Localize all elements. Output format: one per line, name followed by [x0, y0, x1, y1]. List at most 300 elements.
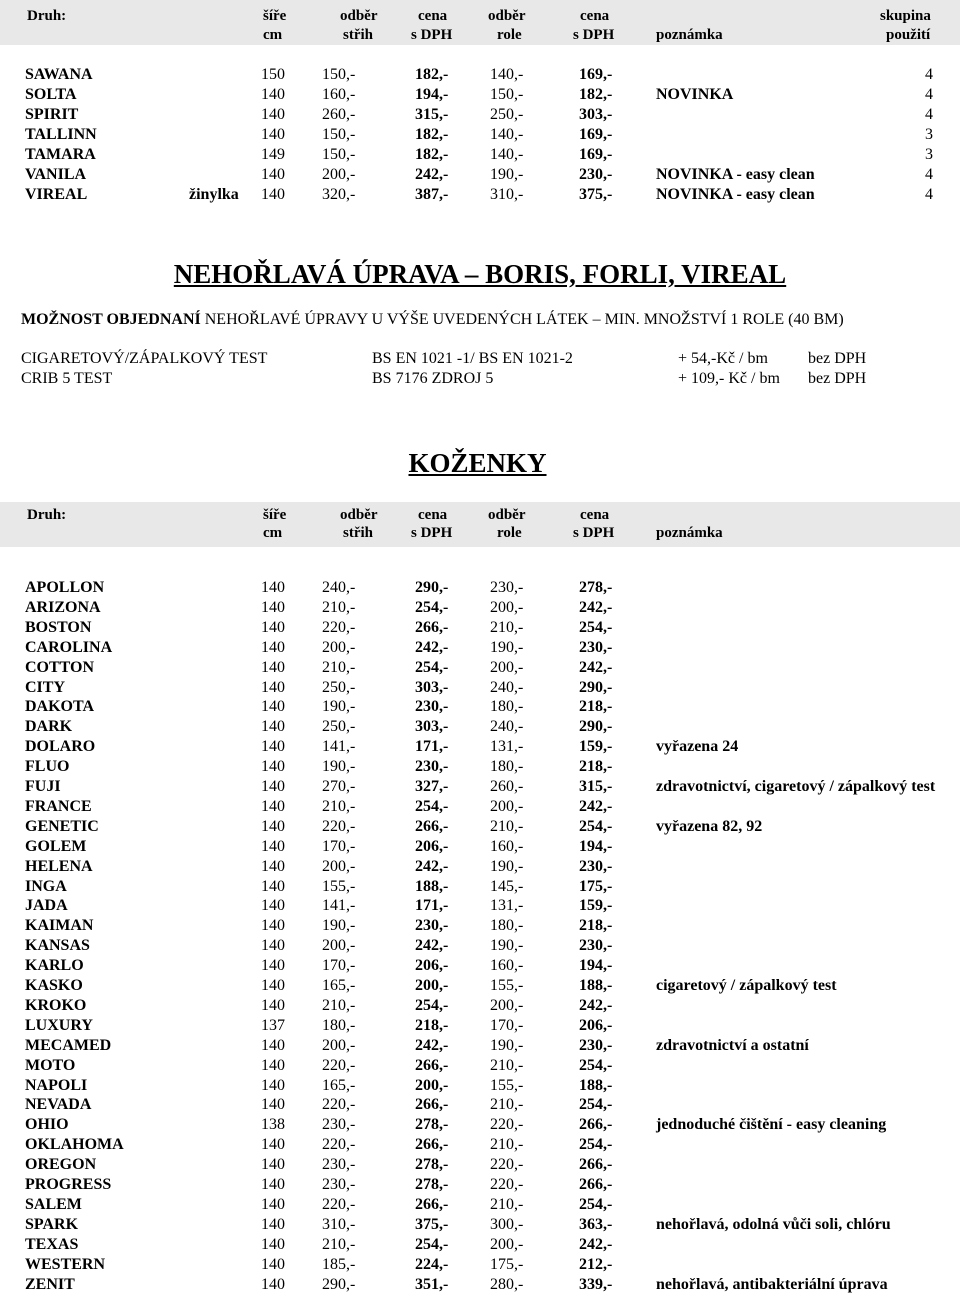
fabric-name: COTTON: [25, 658, 95, 676]
roll-price-vat: 169,-: [579, 146, 613, 163]
cut-price-vat: 224,-: [415, 1255, 449, 1273]
roll-price-net: 210,-: [490, 618, 524, 636]
width: 140: [261, 977, 285, 994]
width: 140: [261, 1156, 285, 1174]
roll-price-vat: 375,-: [579, 186, 613, 203]
header-background: [0, 502, 960, 547]
fabric-name: APOLLON: [25, 579, 105, 596]
width: 140: [261, 106, 285, 123]
col-odber-role: odběr: [488, 8, 526, 24]
cut-price-net: 150,-: [322, 146, 356, 163]
fabric-name: TAMARA: [25, 146, 96, 163]
test-name: CIGARETOVÝ/ZÁPALKOVÝ TEST: [21, 350, 268, 367]
cut-price-net: 165,-: [322, 1076, 356, 1094]
fabric-name: KAIMAN: [25, 917, 94, 935]
fabric-name: SPIRIT: [25, 106, 79, 123]
roll-price-net: 240,-: [490, 718, 524, 736]
width: 140: [261, 877, 285, 895]
cut-price-vat: 303,-: [415, 678, 449, 696]
roll-price-net: 140,-: [490, 126, 524, 143]
cut-price-net: 190,-: [322, 917, 356, 935]
cut-price-vat: 171,-: [415, 738, 449, 756]
fabric-name: OKLAHOMA: [25, 1136, 124, 1154]
roll-price-vat: 290,-: [579, 718, 613, 736]
fabric-name: NAPOLI: [25, 1076, 88, 1094]
cut-price-net: 210,-: [322, 598, 356, 616]
roll-price-net: 170,-: [490, 1016, 524, 1034]
col-skupina-sub: použití: [886, 27, 931, 43]
fabric-name: SOLTA: [25, 86, 77, 103]
note: NOVINKA - easy clean: [656, 186, 815, 203]
cut-price-vat: 182,-: [415, 126, 449, 143]
roll-price-net: 190,-: [490, 937, 524, 955]
roll-price-net: 280,-: [490, 1275, 524, 1293]
fabric-name: GENETIC: [25, 817, 99, 835]
cut-price-net: 240,-: [322, 579, 356, 596]
roll-price-vat: 230,-: [579, 638, 613, 656]
fabric-name: DAKOTA: [25, 698, 95, 716]
roll-price-vat: 230,-: [579, 857, 613, 875]
roll-price-net: 210,-: [490, 1136, 524, 1154]
note: jednoduché čištění - easy cleaning: [656, 1116, 887, 1134]
width: 140: [261, 718, 285, 736]
table-row: [0, 916, 960, 936]
roll-price-vat: 188,-: [579, 977, 613, 994]
width: 140: [261, 1215, 285, 1233]
roll-price-net: 310,-: [490, 186, 524, 203]
fabric-name: DARK: [25, 718, 73, 736]
roll-price-vat: 290,-: [579, 678, 613, 696]
table-row: [0, 996, 960, 1016]
col-skupina: skupina: [880, 8, 931, 24]
table-row: [0, 697, 960, 717]
table-row: [0, 717, 960, 737]
cut-price-vat: 171,-: [415, 897, 449, 915]
width: 140: [261, 778, 285, 795]
table-row: [0, 1275, 960, 1295]
roll-price-net: 220,-: [490, 1116, 524, 1134]
roll-price-net: 180,-: [490, 698, 524, 716]
roll-price-net: 160,-: [490, 837, 524, 855]
roll-price-net: 145,-: [490, 877, 524, 895]
cut-price-vat: 230,-: [415, 698, 449, 716]
col-sire-unit: cm: [263, 27, 283, 43]
width: 140: [261, 996, 285, 1014]
note: vyřazena 82, 92: [656, 817, 763, 835]
roll-price-vat: 218,-: [579, 758, 613, 776]
table-row: [0, 598, 960, 618]
cut-price-vat: 254,-: [415, 658, 449, 676]
table-row: [0, 777, 960, 797]
col-odber-strih: odběr: [340, 8, 378, 24]
width: 140: [261, 658, 285, 676]
width: 137: [261, 1016, 285, 1034]
roll-price-vat: 188,-: [579, 1076, 613, 1094]
roll-price-vat: 266,-: [579, 1116, 613, 1134]
cut-price-vat: 242,-: [415, 1036, 449, 1054]
roll-price-net: 190,-: [490, 638, 524, 656]
table-row: [0, 1056, 960, 1076]
table-row: [0, 145, 960, 165]
cut-price-vat: 194,-: [415, 86, 449, 103]
table-row: [0, 1235, 960, 1255]
roll-price-vat: 315,-: [579, 778, 613, 795]
table-row: [0, 1135, 960, 1155]
roll-price-vat: 363,-: [579, 1215, 613, 1233]
roll-price-net: 180,-: [490, 917, 524, 935]
cut-price-vat: 278,-: [415, 1116, 449, 1134]
cut-price-vat: 242,-: [415, 638, 449, 656]
width: 140: [261, 1076, 285, 1094]
col-cena-role-sub: s DPH: [573, 27, 615, 43]
col-druh: Druh:: [27, 8, 67, 24]
roll-price-vat: 242,-: [579, 1235, 613, 1253]
cut-price-vat: 242,-: [415, 166, 449, 183]
usage-group: 4: [925, 66, 933, 83]
width: 140: [261, 1096, 285, 1114]
roll-price-vat: 194,-: [579, 837, 613, 855]
roll-price-vat: 242,-: [579, 996, 613, 1014]
table-row: [0, 797, 960, 817]
table-row: [0, 896, 960, 916]
width: 140: [261, 1255, 285, 1273]
usage-group: 4: [925, 166, 933, 183]
note: vyřazena 24: [656, 738, 739, 756]
cut-price-net: 210,-: [322, 996, 356, 1014]
table-row: [0, 936, 960, 956]
roll-price-net: 220,-: [490, 1156, 524, 1174]
cut-price-net: 220,-: [322, 1096, 356, 1114]
width: 140: [261, 1195, 285, 1213]
width: 140: [261, 937, 285, 955]
table-row: [0, 1155, 960, 1175]
cut-price-net: 170,-: [322, 957, 356, 975]
fabric-name: JADA: [25, 897, 68, 915]
col-cena-role: cena: [580, 8, 610, 24]
fabric-name: HELENA: [25, 857, 93, 875]
fabric-name: LUXURY: [25, 1016, 93, 1034]
cut-price-vat: 242,-: [415, 857, 449, 875]
roll-price-net: 210,-: [490, 817, 524, 835]
roll-price-net: 140,-: [490, 66, 524, 83]
table-row: [0, 618, 960, 638]
roll-price-vat: 242,-: [579, 658, 613, 676]
cut-price-net: 210,-: [322, 797, 356, 815]
table-row: [0, 105, 960, 125]
col-odber-strih-sub: střih: [343, 27, 373, 43]
cut-price-vat: 266,-: [415, 1056, 449, 1074]
width: 140: [261, 1036, 285, 1054]
roll-price-net: 190,-: [490, 857, 524, 875]
cut-price-vat: 206,-: [415, 837, 449, 855]
col-poznamka: poznámka: [656, 525, 723, 541]
width: 140: [261, 186, 285, 203]
roll-price-vat: 230,-: [579, 937, 613, 955]
roll-price-net: 200,-: [490, 996, 524, 1014]
test-price: + 109,- Kč / bm: [678, 370, 780, 387]
cut-price-net: 270,-: [322, 778, 356, 795]
cut-price-net: 190,-: [322, 758, 356, 776]
roll-price-vat: 254,-: [579, 1096, 613, 1114]
fabric-name: VANILA: [25, 166, 87, 183]
roll-price-vat: 159,-: [579, 738, 613, 756]
section-title-kozenky: KOŽENKY: [408, 448, 547, 478]
cut-price-vat: 266,-: [415, 618, 449, 636]
cut-price-net: 250,-: [322, 678, 356, 696]
roll-price-vat: 266,-: [579, 1176, 613, 1193]
test-standard: BS 7176 ZDROJ 5: [372, 370, 494, 387]
fabric-name: NEVADA: [25, 1096, 92, 1114]
width: 140: [261, 618, 285, 636]
table-row: [0, 185, 960, 205]
width: 140: [261, 897, 285, 915]
header-background: [0, 0, 960, 45]
cut-price-net: 155,-: [322, 877, 356, 895]
width: 140: [261, 126, 285, 143]
table-row: [0, 976, 960, 996]
table-row: [0, 837, 960, 857]
roll-price-vat: 303,-: [579, 106, 613, 123]
fabric-name: FRANCE: [25, 797, 92, 815]
cut-price-vat: 278,-: [415, 1176, 449, 1193]
cut-price-net: 210,-: [322, 1235, 356, 1253]
usage-group: 3: [925, 146, 933, 163]
fabric-name: KARLO: [25, 957, 84, 975]
table-row: [0, 817, 960, 837]
order-note: [21, 310, 844, 330]
cut-price-vat: 182,-: [415, 146, 449, 163]
cut-price-net: 200,-: [322, 937, 356, 955]
usage-group: 3: [925, 126, 933, 143]
test-price: + 54,-Kč / bm: [678, 350, 768, 367]
col-cena-strih-sub: s DPH: [411, 27, 453, 43]
cut-price-net: 200,-: [322, 166, 356, 183]
roll-price-net: 150,-: [490, 86, 524, 103]
roll-price-vat: 206,-: [579, 1016, 613, 1034]
table-row: [0, 857, 960, 877]
roll-price-net: 155,-: [490, 1076, 524, 1094]
cut-price-vat: 266,-: [415, 1096, 449, 1114]
table-row: [0, 757, 960, 777]
cut-price-net: 320,-: [322, 186, 356, 203]
fabric-name: ARIZONA: [25, 598, 101, 616]
cut-price-vat: 278,-: [415, 1156, 449, 1174]
width: 138: [261, 1116, 285, 1134]
cut-price-net: 230,-: [322, 1156, 356, 1174]
cut-price-net: 260,-: [322, 106, 356, 123]
cut-price-vat: 254,-: [415, 996, 449, 1014]
roll-price-vat: 218,-: [579, 917, 613, 935]
table-row: [0, 1076, 960, 1096]
roll-price-vat: 230,-: [579, 1036, 613, 1054]
roll-price-vat: 254,-: [579, 817, 613, 835]
fabric-name: CITY: [25, 678, 66, 696]
roll-price-vat: 169,-: [579, 126, 613, 143]
roll-price-vat: 254,-: [579, 1056, 613, 1074]
cut-price-net: 220,-: [322, 817, 356, 835]
note: zdravotnictví a ostatní: [656, 1036, 809, 1054]
fabric-name: SPARK: [25, 1215, 79, 1233]
col-cena-strih-sub: s DPH: [411, 525, 453, 541]
roll-price-vat: 169,-: [579, 66, 613, 83]
width: 140: [261, 698, 285, 716]
cut-price-net: 250,-: [322, 718, 356, 736]
width: 140: [261, 1176, 285, 1193]
table-row: [0, 125, 960, 145]
col-cena-strih: cena: [418, 507, 448, 523]
fabric-name: FLUO: [25, 758, 70, 776]
fabric-name: FUJI: [25, 778, 61, 795]
width: 140: [261, 797, 285, 815]
roll-price-net: 190,-: [490, 1036, 524, 1054]
cut-price-net: 310,-: [322, 1215, 356, 1233]
roll-price-net: 200,-: [490, 598, 524, 616]
width: 140: [261, 817, 285, 835]
roll-price-vat: 182,-: [579, 86, 613, 103]
cut-price-net: 200,-: [322, 1036, 356, 1054]
note: cigaretový / zápalkový test: [656, 977, 837, 994]
cut-price-net: 220,-: [322, 1136, 356, 1154]
cut-price-vat: 254,-: [415, 797, 449, 815]
roll-price-net: 180,-: [490, 758, 524, 776]
note: nehořlavá, antibakteriální úprava: [656, 1275, 888, 1293]
cut-price-vat: 200,-: [415, 1076, 449, 1094]
cut-price-vat: 290,-: [415, 579, 449, 596]
table-row: [0, 578, 960, 598]
roll-price-vat: 175,-: [579, 877, 613, 895]
fabric-name: MECAMED: [25, 1036, 112, 1054]
cut-price-vat: 266,-: [415, 1195, 449, 1213]
width: 140: [261, 1275, 285, 1293]
cut-price-net: 180,-: [322, 1016, 356, 1034]
roll-price-vat: 159,-: [579, 897, 613, 915]
cut-price-vat: 327,-: [415, 778, 449, 795]
note: NOVINKA: [656, 86, 734, 103]
cut-price-vat: 182,-: [415, 66, 449, 83]
col-druh: Druh:: [27, 507, 67, 523]
roll-price-net: 131,-: [490, 897, 524, 915]
table-row: [0, 1095, 960, 1115]
usage-group: 4: [925, 186, 933, 203]
cut-price-vat: 303,-: [415, 718, 449, 736]
cut-price-vat: 315,-: [415, 106, 449, 123]
col-odber-strih: odběr: [340, 507, 378, 523]
table-row: [0, 165, 960, 185]
cut-price-net: 150,-: [322, 126, 356, 143]
table-row: [0, 658, 960, 678]
width: 140: [261, 917, 285, 935]
note: zdravotnictví, cigaretový / zápalkový test: [656, 778, 936, 795]
cut-price-vat: 266,-: [415, 1136, 449, 1154]
fabric-name: ZENIT: [25, 1275, 75, 1293]
table-row: [0, 65, 960, 85]
width: 140: [261, 738, 285, 756]
width: 140: [261, 86, 285, 103]
width: 140: [261, 957, 285, 975]
fabric-name: PROGRESS: [25, 1176, 112, 1193]
cut-price-vat: 206,-: [415, 957, 449, 975]
width: 140: [261, 837, 285, 855]
table-row: [0, 638, 960, 658]
col-sire: šíře: [263, 507, 287, 523]
roll-price-vat: 278,-: [579, 579, 613, 596]
width: 140: [261, 598, 285, 616]
fabric-name: GOLEM: [25, 837, 87, 855]
table-row: [0, 877, 960, 897]
cut-price-net: 170,-: [322, 837, 356, 855]
cut-price-net: 150,-: [322, 66, 356, 83]
cut-price-vat: 188,-: [415, 877, 449, 895]
test-standard: BS EN 1021 -1/ BS EN 1021-2: [372, 350, 573, 367]
roll-price-vat: 339,-: [579, 1275, 613, 1293]
col-sire: šíře: [263, 8, 287, 24]
roll-price-net: 175,-: [490, 1255, 524, 1273]
cut-price-net: 230,-: [322, 1176, 356, 1193]
roll-price-net: 210,-: [490, 1195, 524, 1213]
col-odber-role-sub: role: [497, 525, 522, 541]
cut-price-net: 200,-: [322, 638, 356, 656]
fabric-type: žinylka: [189, 186, 239, 203]
fabric-name: INGA: [25, 877, 67, 895]
roll-price-net: 200,-: [490, 658, 524, 676]
usage-group: 4: [925, 106, 933, 123]
roll-price-net: 250,-: [490, 106, 524, 123]
width: 140: [261, 1136, 285, 1154]
roll-price-net: 200,-: [490, 1235, 524, 1253]
roll-price-vat: 218,-: [579, 698, 613, 716]
fabric-name: KASKO: [25, 977, 83, 994]
roll-price-net: 210,-: [490, 1056, 524, 1074]
fabric-name: DOLARO: [25, 738, 96, 756]
width: 140: [261, 857, 285, 875]
fabric-name: WESTERN: [25, 1255, 106, 1273]
roll-price-net: 131,-: [490, 738, 524, 756]
col-cena-strih: cena: [418, 8, 448, 24]
roll-price-vat: 242,-: [579, 797, 613, 815]
cut-price-net: 200,-: [322, 857, 356, 875]
fabric-name: MOTO: [25, 1056, 76, 1074]
roll-price-vat: 254,-: [579, 618, 613, 636]
col-odber-role: odběr: [488, 507, 526, 523]
fabric-name: SAWANA: [25, 66, 93, 83]
cut-price-vat: 266,-: [415, 817, 449, 835]
cut-price-net: 220,-: [322, 618, 356, 636]
roll-price-net: 220,-: [490, 1176, 524, 1193]
roll-price-vat: 194,-: [579, 957, 613, 975]
fabric-name: KROKO: [25, 996, 87, 1014]
cut-price-net: 220,-: [322, 1195, 356, 1213]
fabric-name: KANSAS: [25, 937, 90, 955]
fabric-name: VIREAL: [25, 186, 88, 203]
cut-price-net: 160,-: [322, 86, 356, 103]
table-row: [0, 1195, 960, 1215]
table-row: [0, 1255, 960, 1275]
fabric-name: SALEM: [25, 1195, 82, 1213]
roll-price-net: 190,-: [490, 166, 524, 183]
cut-price-net: 141,-: [322, 738, 356, 756]
table-row: [0, 956, 960, 976]
table-row: [0, 1016, 960, 1036]
roll-price-net: 260,-: [490, 778, 524, 795]
cut-price-vat: 254,-: [415, 598, 449, 616]
cut-price-vat: 230,-: [415, 758, 449, 776]
table-row: [0, 678, 960, 698]
cut-price-vat: 218,-: [415, 1016, 449, 1034]
col-cena-role-sub: s DPH: [573, 525, 615, 541]
cut-price-vat: 387,-: [415, 186, 449, 203]
usage-group: 4: [925, 86, 933, 103]
width: 149: [261, 146, 285, 163]
